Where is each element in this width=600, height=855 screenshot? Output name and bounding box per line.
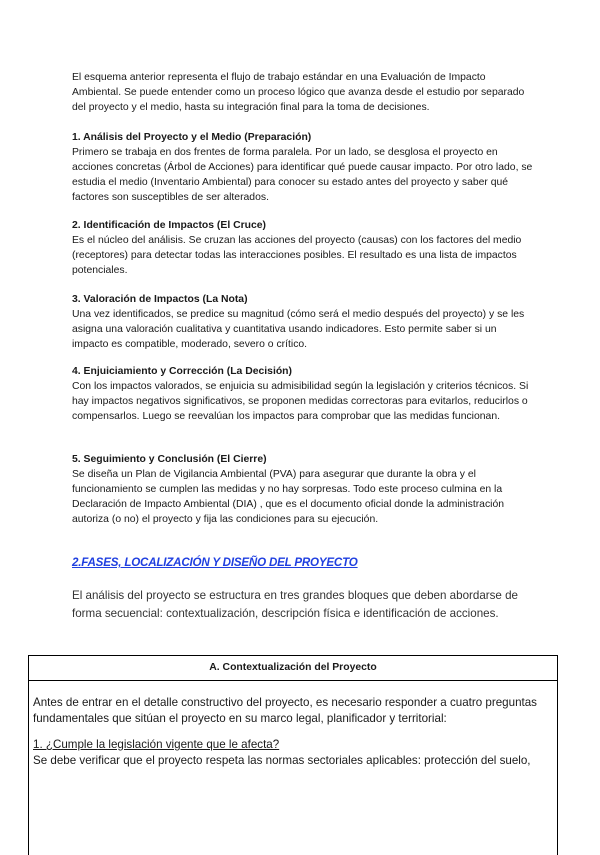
section-heading: 2. Identificación de Impactos (El Cruce) (72, 220, 267, 231)
context-box-body (29, 681, 557, 769)
context-intro: Antes de entrar en el detalle constructivo del proyecto, es necesario responder a cuatro preguntas fundamentales que sitúan el proyecto en su marco legal, planificador y territorial: (33, 696, 537, 725)
chapter-title-link[interactable]: 2.FASES, LOCALIZACIÓN Y DISEÑO DEL PROYECTO (72, 556, 358, 569)
section-identificacion (72, 218, 534, 278)
section-body: Es el núcleo del análisis. Se cruzan las acciones del proyecto (causas) con los factores del medio (receptores) para detectar todas las interacciones posibles. El resultado es una lista de impactos potenciales. (72, 235, 522, 276)
section-heading: 4. Enjuiciamiento y Corrección (La Decisión) (72, 366, 292, 377)
section-body: Primero se trabaja en dos frentes de forma paralela. Por un lado, se desglosa el proyecto en acciones concretas (Árbol de Acciones) para identificar qué puede causar impacto. Por otro lado, se estudia el medio (Inventario Ambiental) para conocer su estado antes del proyecto y saber qué factores son susceptibles de ser alterados. (72, 147, 533, 203)
section-seguimiento (72, 452, 534, 527)
intro-paragraph: El esquema anterior representa el flujo de trabajo estándar en una Evaluación de Impacto Ambiental. Se puede entender como un proceso lógico que avanza desde el estudio por separado del proyecto y el medio, hasta su integración final para la toma de decisiones. (72, 72, 525, 113)
section-body: Una vez identificados, se predice su magnitud (cómo será el medio después del proyecto) y se les asigna una valoración cualitativa y cuantitativa usando indicadores. Esto permite saber si un impacto es compatible, moderado, severo o crítico. (72, 309, 525, 350)
context-question: 1. ¿Cumple la legislación vigente que le afecta? (33, 738, 280, 751)
section-heading: 3. Valoración de Impactos (La Nota) (72, 294, 248, 305)
chapter-intro: El análisis del proyecto se estructura en tres grandes bloques que deben abordarse de forma secuencial: contextualización, descripción física e identificación de acciones. (72, 589, 518, 620)
section-heading: 5. Seguimiento y Conclusión (El Cierre) (72, 454, 267, 465)
section-body: Con los impactos valorados, se enjuicia su admisibilidad según la legislación y criterios técnicos. Si hay impactos negativos significativos, se proponen medidas correctoras para evitarlos, reducirlos o compensarlos. Luego se reevalúan los impactos para comprobar que las medidas funcionan. (72, 381, 529, 422)
section-analisis (72, 130, 534, 205)
section-heading: 1. Análisis del Proyecto y el Medio (Preparación) (72, 132, 312, 143)
section-enjuiciamiento (72, 364, 534, 424)
section-valoracion (72, 292, 534, 352)
context-box-header: A. Contextualización del Proyecto (29, 656, 557, 681)
context-box (28, 655, 558, 855)
section-body: Se diseña un Plan de Vigilancia Ambiental (PVA) para asegurar que durante la obra y el funcionamiento se cumplen las medidas y no hay sorpresas. Todo este proceso culmina en la Declaración de Impacto Ambiental (DIA) , que es el documento oficial donde la administración autoriza (o no) el proyecto y fija las condiciones para su ejecución. (72, 469, 505, 525)
context-answer: Se debe verificar que el proyecto respeta las normas sectoriales aplicables: protección del suelo, (33, 754, 531, 767)
